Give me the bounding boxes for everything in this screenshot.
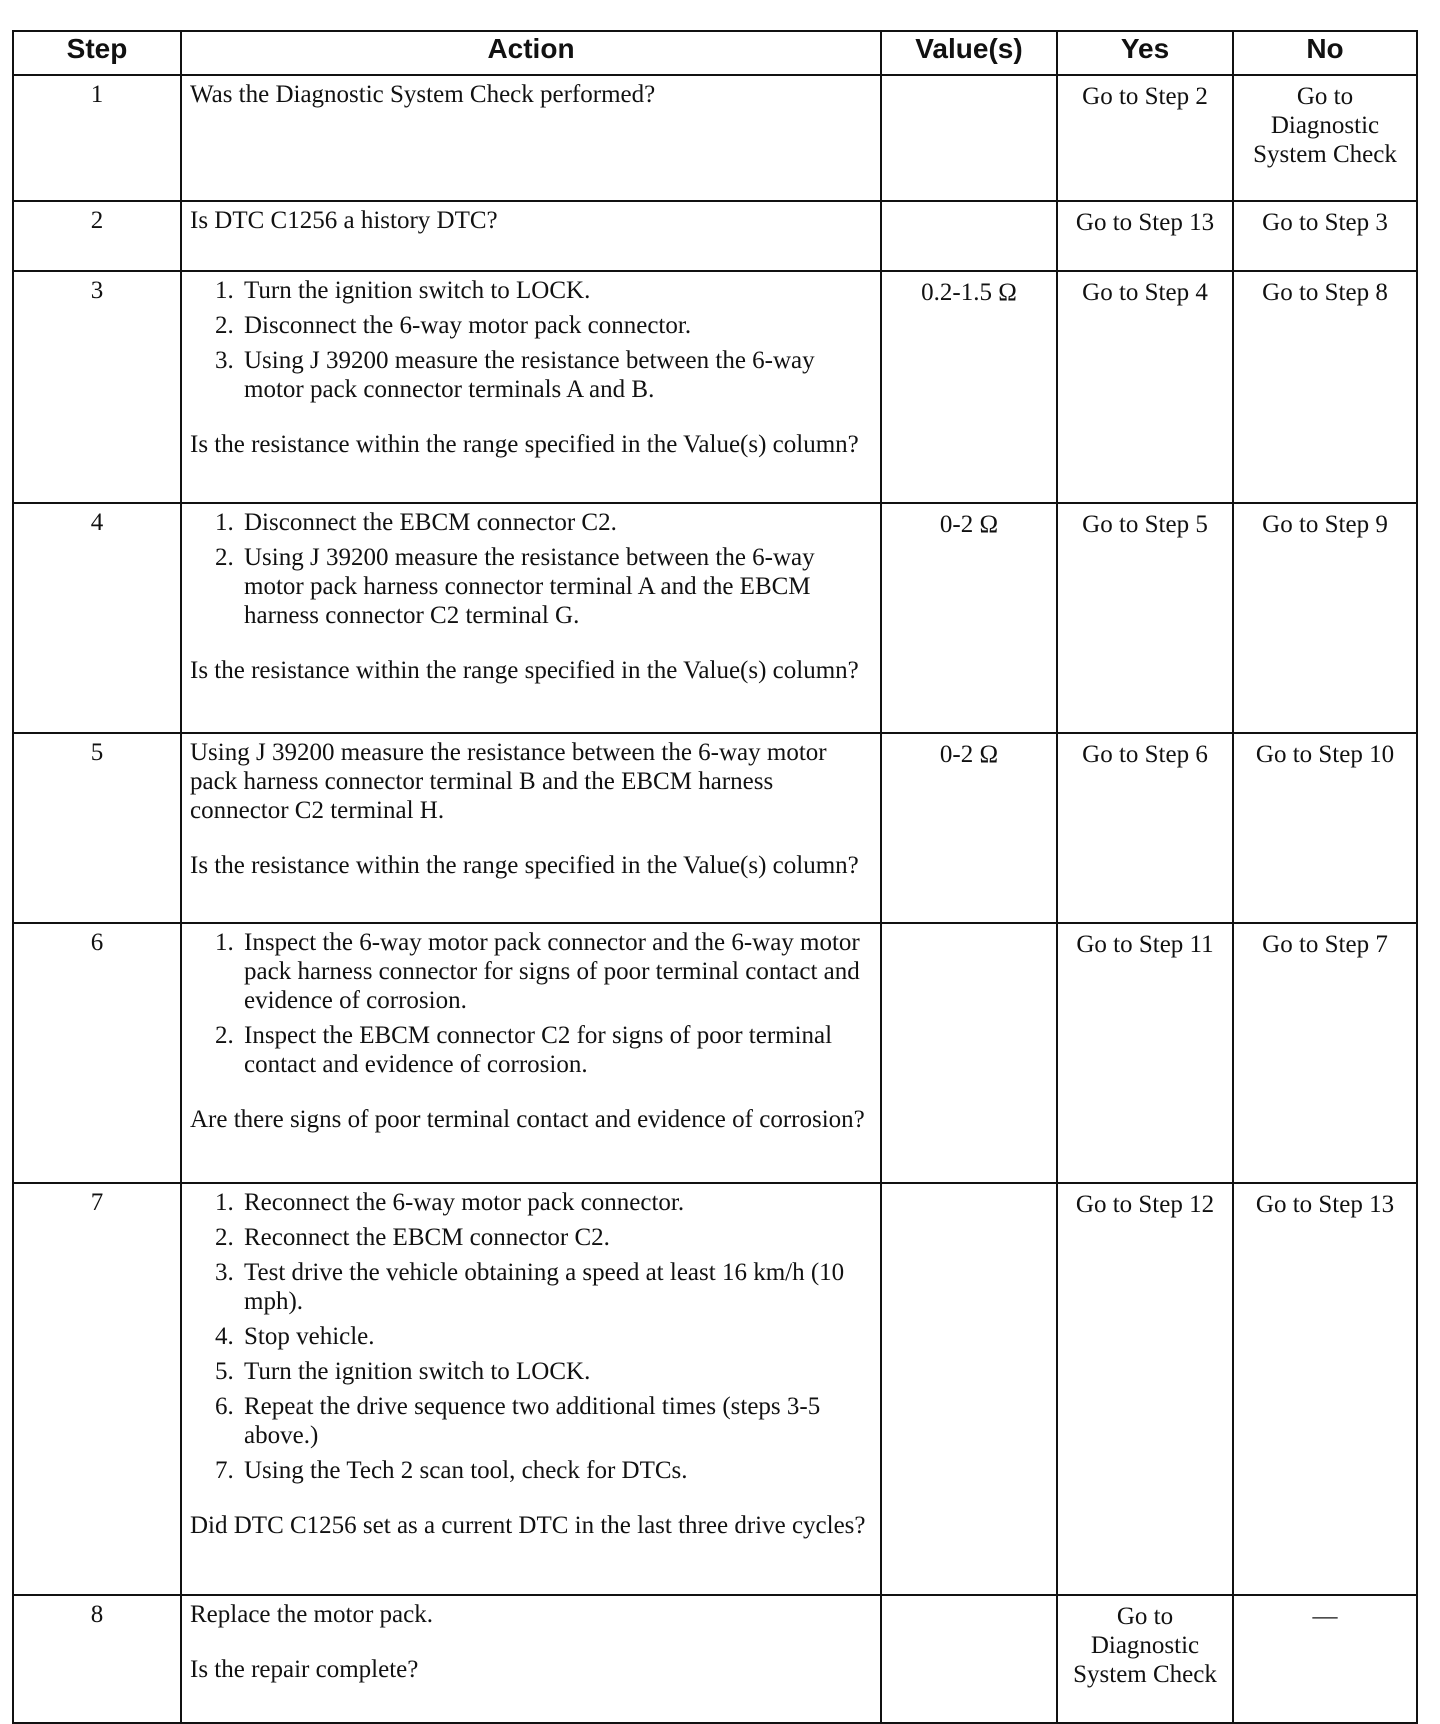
no-cell: Go to Step 3	[1233, 201, 1417, 271]
step-number: 5	[13, 733, 181, 923]
action-cell	[181, 503, 881, 733]
substep-item: 5. Turn the ignition switch to LOCK.	[240, 1357, 872, 1386]
substep-list	[190, 276, 872, 404]
action-text: Was the Diagnostic System Check performed?	[190, 81, 656, 108]
action-text: Is DTC C1256 a history DTC?	[190, 207, 498, 234]
value-cell	[881, 75, 1057, 201]
substep-item: 2. Using J 39200 measure the resistance between the 6-way motor pack harness connector terminal A and the EBCM harness connector C2 terminal G.	[240, 543, 872, 630]
action-question: Is the resistance within the range specified in the Value(s) column?	[190, 431, 859, 458]
substep-item: 2. Reconnect the EBCM connector C2.	[240, 1223, 872, 1252]
substep-item: 6. Repeat the drive sequence two additional times (steps 3-5 above.)	[240, 1392, 872, 1450]
header-action: Action	[181, 31, 881, 75]
action-question: Are there signs of poor terminal contact and evidence of corrosion?	[190, 1106, 865, 1133]
yes-cell: Go to Step 2	[1057, 75, 1233, 201]
yes-cell: Go to Step 11	[1057, 923, 1233, 1183]
header-values: Value(s)	[881, 31, 1057, 75]
substep-list	[190, 928, 872, 1079]
substep-item: 2. Inspect the EBCM connector C2 for signs of poor terminal contact and evidence of corrosion.	[240, 1021, 872, 1079]
action-text: Replace the motor pack.	[190, 1601, 433, 1628]
yes-cell: Go to Step 5	[1057, 503, 1233, 733]
table-row	[13, 503, 1417, 733]
yes-cell: Go to Step 6	[1057, 733, 1233, 923]
action-cell	[181, 1183, 881, 1595]
yes-cell: Go to Step 12	[1057, 1183, 1233, 1595]
step-number: 1	[13, 75, 181, 201]
value-cell: 0-2 Ω	[881, 733, 1057, 923]
yes-cell: Go to Step 13	[1057, 201, 1233, 271]
substep-item: 1. Disconnect the EBCM connector C2.	[240, 508, 872, 537]
action-cell	[181, 75, 881, 201]
value-cell	[881, 1183, 1057, 1595]
no-cell: Go to Diagnostic System Check	[1233, 75, 1417, 201]
action-question: Is the repair complete?	[190, 1656, 419, 1683]
no-cell: Go to Step 13	[1233, 1183, 1417, 1595]
action-cell	[181, 733, 881, 923]
diagnostic-document	[12, 30, 1416, 1724]
substep-list	[190, 508, 872, 630]
action-question: Did DTC C1256 set as a current DTC in the last three drive cycles?	[190, 1512, 866, 1539]
header-no: No	[1233, 31, 1417, 75]
substep-item: 1. Turn the ignition switch to LOCK.	[240, 276, 872, 305]
action-cell	[181, 1595, 881, 1723]
table-row	[13, 271, 1417, 503]
no-cell: Go to Step 9	[1233, 503, 1417, 733]
header-step: Step	[13, 31, 181, 75]
table-header-row	[13, 31, 1417, 75]
substep-item: 2. Disconnect the 6-way motor pack connector.	[240, 311, 872, 340]
table-row	[13, 1183, 1417, 1595]
substep-list	[190, 1188, 872, 1485]
value-cell	[881, 923, 1057, 1183]
substep-item: 3. Test drive the vehicle obtaining a speed at least 16 km/h (10 mph).	[240, 1258, 872, 1316]
step-number: 3	[13, 271, 181, 503]
value-cell: 0.2-1.5 Ω	[881, 271, 1057, 503]
action-cell	[181, 201, 881, 271]
step-number: 2	[13, 201, 181, 271]
table-row	[13, 1595, 1417, 1723]
action-question: Is the resistance within the range specified in the Value(s) column?	[190, 852, 859, 879]
action-cell	[181, 271, 881, 503]
table-row	[13, 733, 1417, 923]
step-number: 4	[13, 503, 181, 733]
step-number: 7	[13, 1183, 181, 1595]
step-number: 8	[13, 1595, 181, 1723]
action-cell	[181, 923, 881, 1183]
value-cell: 0-2 Ω	[881, 503, 1057, 733]
substep-item: 3. Using J 39200 measure the resistance between the 6-way motor pack connector terminals A and B.	[240, 346, 872, 404]
action-question: Is the resistance within the range specified in the Value(s) column?	[190, 657, 859, 684]
no-cell: Go to Step 8	[1233, 271, 1417, 503]
yes-cell: Go to Diagnostic System Check	[1057, 1595, 1233, 1723]
no-cell: Go to Step 7	[1233, 923, 1417, 1183]
value-cell	[881, 1595, 1057, 1723]
no-cell: Go to Step 10	[1233, 733, 1417, 923]
substep-item: 7. Using the Tech 2 scan tool, check for DTCs.	[240, 1456, 872, 1485]
yes-cell: Go to Step 4	[1057, 271, 1233, 503]
diagnostic-table	[12, 30, 1418, 1724]
no-cell: —	[1233, 1595, 1417, 1723]
table-row	[13, 201, 1417, 271]
action-text: Using J 39200 measure the resistance between the 6-way motor pack harness connector terminal B and the EBCM harness connector C2 terminal H.	[190, 739, 827, 824]
table-row	[13, 75, 1417, 201]
value-cell	[881, 201, 1057, 271]
table-row	[13, 923, 1417, 1183]
substep-item: 1. Reconnect the 6-way motor pack connector.	[240, 1188, 872, 1217]
substep-item: 1. Inspect the 6-way motor pack connector and the 6-way motor pack harness connector for signs of poor terminal contact and evidence of corrosion.	[240, 928, 872, 1015]
step-number: 6	[13, 923, 181, 1183]
substep-item: 4. Stop vehicle.	[240, 1322, 872, 1351]
header-yes: Yes	[1057, 31, 1233, 75]
